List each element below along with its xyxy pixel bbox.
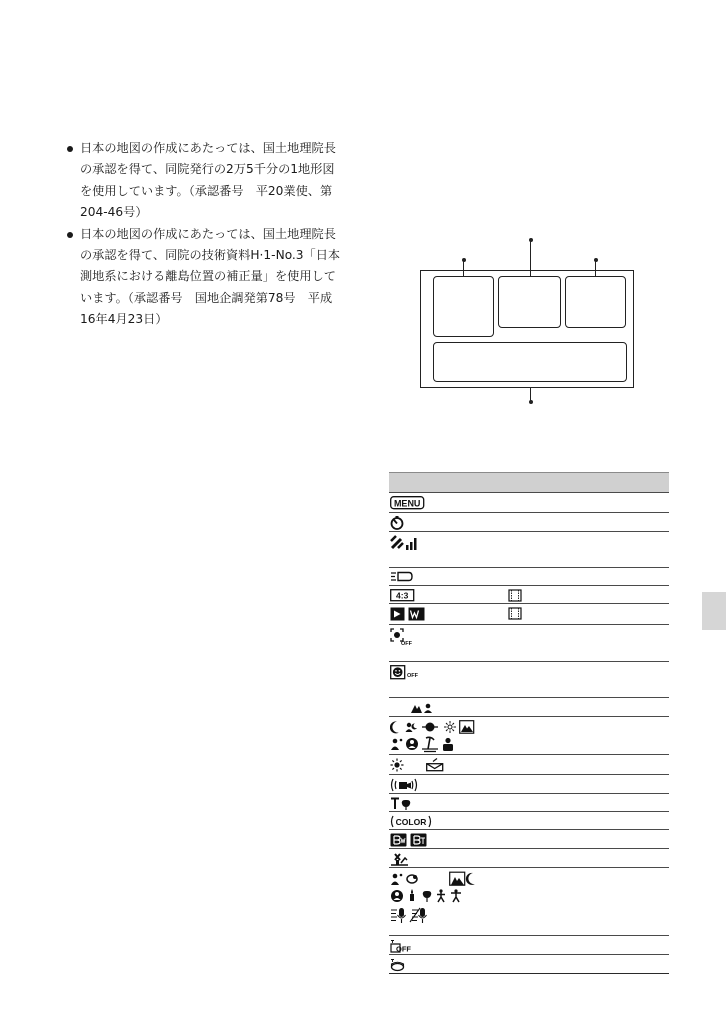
note-line: 測地系における離島位置の補正量」を使用して — [80, 269, 336, 284]
table-row — [389, 955, 669, 974]
white-balance-icon — [390, 758, 450, 772]
note-item — [66, 138, 366, 224]
table-row — [389, 775, 669, 794]
smile-detection-off-icon — [390, 665, 422, 681]
table-row — [389, 794, 669, 812]
table-header — [389, 472, 669, 493]
gps-signal-icon — [390, 535, 420, 551]
table-row — [389, 849, 669, 868]
table-row — [389, 717, 669, 755]
table-row — [389, 604, 669, 625]
note-line: 日本の地図の作成にあたっては、国土地理院長 — [80, 141, 336, 155]
cinematone-icon — [390, 815, 432, 828]
fader-icon — [390, 833, 432, 847]
note-line: 日本の地図の作成にあたっては、国土地理院長 — [80, 226, 336, 241]
table-row — [389, 812, 669, 830]
movie-frame-icon — [508, 589, 524, 602]
right-display-area — [565, 276, 626, 328]
scene-modes-icon — [390, 871, 510, 933]
note-line: 204-46号） — [80, 205, 148, 220]
display-on-icon — [390, 958, 410, 972]
self-timer-icon — [390, 516, 406, 530]
note-line: の承認を得て、同院発行の2万5千分の1地形図 — [80, 162, 335, 177]
table-row — [389, 755, 669, 775]
table-row — [389, 830, 669, 849]
leader-line-bottom — [530, 388, 531, 402]
tele-macro-icon — [390, 797, 414, 810]
off-label: OFF — [401, 641, 412, 646]
wide-mode-icon — [390, 607, 430, 621]
note-line: います。（承認番号 国地企調発第78号 平成 — [80, 290, 333, 305]
face-detection-off-icon — [390, 628, 416, 646]
table-row — [389, 493, 669, 513]
center-display-area — [498, 276, 561, 328]
scene-selection-icon — [390, 720, 510, 754]
table-row — [389, 568, 669, 586]
left-display-area — [433, 276, 494, 337]
nightshot-light-icon — [390, 571, 414, 583]
table-row — [389, 513, 669, 532]
note-line: 16年4月23日） — [80, 312, 168, 327]
movie-frame-icon — [508, 607, 524, 621]
steadyshot-icon — [390, 778, 418, 792]
aspect-ratio-label: 4:3 — [396, 590, 409, 601]
note-item — [66, 224, 366, 331]
off-label: OFF — [396, 944, 411, 953]
table-row — [389, 625, 669, 662]
table-row — [389, 698, 669, 717]
wind-noise-icon — [390, 852, 412, 866]
scene-auto-icon — [390, 701, 438, 715]
menu-icon-label: MENU — [393, 498, 421, 509]
menu-icon — [390, 496, 426, 510]
screen-layout-diagram — [420, 236, 640, 406]
table-row — [389, 532, 669, 568]
table-row — [389, 662, 669, 698]
indicator-table — [389, 472, 669, 974]
note-line: を使用しています。（承認番号 平20業使、第 — [80, 183, 333, 198]
display-off-icon — [390, 939, 420, 953]
color-label: COLOR — [395, 817, 427, 827]
map-copyright-notes — [66, 138, 366, 331]
table-row — [389, 586, 669, 604]
bottom-display-area — [433, 342, 627, 382]
off-label: OFF — [407, 673, 418, 679]
aspect-ratio-4-3-icon — [390, 589, 416, 602]
section-index-tab — [702, 592, 726, 630]
table-row — [389, 936, 669, 955]
note-line: の承認を得て、同院の技術資料H·1-No.3「日本 — [80, 248, 341, 263]
table-row — [389, 868, 669, 936]
